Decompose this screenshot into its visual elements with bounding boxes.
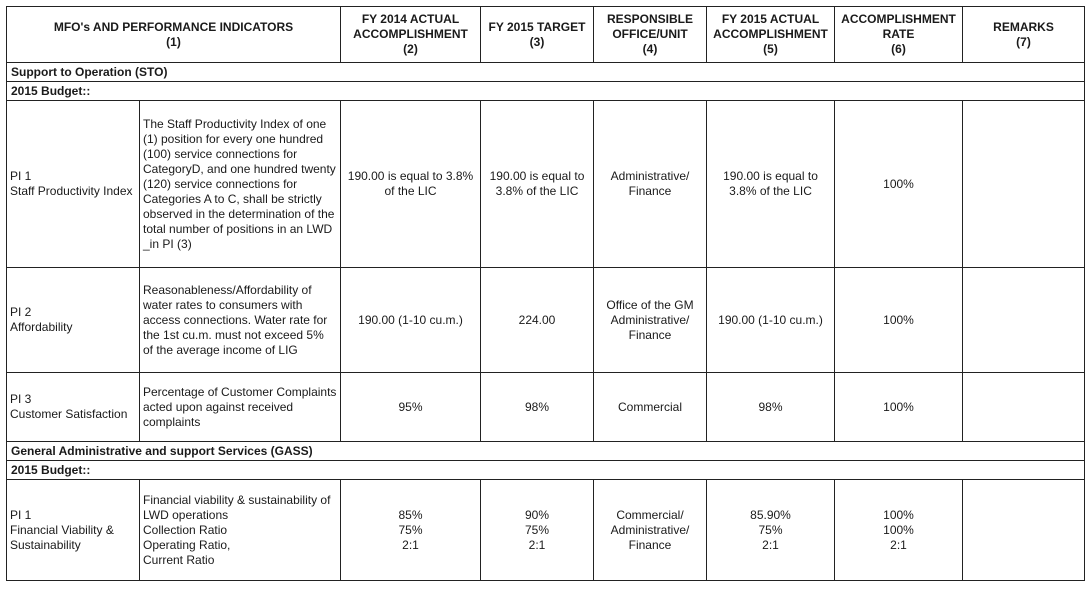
target-line: 98% [524,399,550,414]
remarks-cell [963,101,1085,268]
fy2014-line: of the LIC [384,184,437,198]
fy2014-line: 95% [398,399,423,414]
fy2015-cell [707,101,835,268]
target-cell [481,373,594,442]
header-cell: FY 2015 TARGET (3) [481,7,594,63]
budget-label: 2015 Budget:: [7,82,1085,101]
rate-line: 100% [883,522,914,537]
table-row [7,268,1085,373]
description-line: (120) service connections for [143,176,298,191]
fy2015-line: 85.90% [750,507,791,522]
description-line: Collection Ratio [143,522,228,537]
fy2014-cell [341,101,481,268]
header-cell: MFO's AND PERFORMANCE INDICATORS (1) [7,7,341,63]
table-row [7,373,1085,442]
indicator-line: PI 3 [10,392,32,406]
rate-line: 100% [883,399,914,414]
office-cell [594,480,707,581]
rate-line: 100% [883,507,914,522]
budget-label: 2015 Budget:: [7,461,1085,480]
office-line: Finance [628,327,672,342]
indicator-line: Staff Productivity Index [10,184,133,198]
target-line: 190.00 is equal to [489,169,585,183]
description-line: Categories A to C, shall be strictly [143,191,322,206]
target-cell [481,480,594,581]
rate-cell [835,101,963,268]
table-row [7,480,1085,581]
indicator-cell [7,101,140,268]
section-row [7,442,1085,461]
description-line: the 1st cu.m. must not exceed 5% [143,327,324,342]
description-line: total number of positions in an LWD [143,221,333,236]
description-line: _in PI (3) [143,236,192,251]
indicator-line: Customer Satisfaction [10,407,128,421]
office-cell [594,268,707,373]
description-cell [140,268,341,373]
description-line: complaints [143,414,201,429]
target-line: 3.8% of the LIC [495,184,579,198]
indicator-line: PI 1 [10,507,32,522]
remarks-cell [963,480,1085,581]
fy2015-cell [707,480,835,581]
remarks-cell [963,373,1085,442]
indicator-line: PI 1 [10,169,32,183]
description-line: CategoryD, and one hundred twenty [143,161,336,176]
fy2015-line: 2:1 [762,537,779,552]
header-cell: FY 2014 ACTUAL ACCOMPLISHMENT (2) [341,7,481,63]
description-cell [140,373,341,442]
fy2014-cell [341,373,481,442]
description-cell [140,101,341,268]
office-line: Office of the GM [606,297,694,312]
fy2015-line: 3.8% of the LIC [729,184,812,198]
description-line: Financial viability & sustainability of [143,492,331,507]
target-line: 75% [524,522,550,537]
fy2014-cell [341,480,481,581]
remarks-cell [963,268,1085,373]
budget-row [7,82,1085,101]
header-cell: FY 2015 ACTUAL ACCOMPLISHMENT (5) [707,7,835,63]
fy2014-line: 190.00 is equal to 3.8% [347,169,474,183]
section-title: General Administrative and support Services (GASS) [7,442,1085,461]
description-line: of the average income of LIG [143,342,298,357]
fy2015-line: 190.00 (1-10 cu.m.) [718,312,823,327]
description-line: Current Ratio [143,552,215,567]
section-title: Support to Operation (STO) [7,63,1085,82]
target-line: 2:1 [528,537,546,552]
description-line: Operating Ratio, [143,537,231,552]
description-cell [140,480,341,581]
performance-report [6,6,1085,581]
indicator-line: Financial Viability & [10,522,114,537]
office-cell [594,373,707,442]
rate-line: 2:1 [890,537,907,552]
section-row [7,63,1085,82]
target-cell [481,101,594,268]
fy2015-cell [707,373,835,442]
description-line: The Staff Productivity Index of one [143,116,327,131]
header-cell: RESPONSIBLE OFFICE/UNIT (4) [594,7,707,63]
fy2015-line: 190.00 is equal to [723,169,818,183]
rate-cell [835,268,963,373]
description-line: Percentage of Customer Complaints [143,384,337,399]
fy2014-line: 75% [398,522,423,537]
indicator-cell [7,268,140,373]
fy2015-cell [707,268,835,373]
fy2014-line: 2:1 [402,537,419,552]
fy2015-line: 75% [758,522,783,537]
office-line: Finance [628,537,672,552]
header-row [7,7,1085,63]
fy2014-line: 190.00 (1-10 cu.m.) [358,312,463,327]
budget-row [7,461,1085,480]
indicator-cell [7,373,140,442]
fy2015-line: 98% [758,399,783,414]
description-line: water rates to consumers with [143,297,303,312]
office-line: Administrative/ [610,522,690,537]
performance-table [6,6,1085,581]
description-line: (100) service connections for [143,146,298,161]
office-cell [594,101,707,268]
rate-line: 100% [883,176,914,191]
description-line: (1) position for every one hundred [143,131,324,146]
indicator-line: Sustainability [10,537,81,552]
office-line: Commercial/ [616,507,684,522]
rate-cell [835,373,963,442]
header-cell: ACCOMPLISHMENT RATE (6) [835,7,963,63]
indicator-cell [7,480,140,581]
office-line: Commercial [617,399,682,414]
fy2014-line: 85% [398,507,423,522]
target-cell [481,268,594,373]
office-line: Finance [628,184,672,198]
target-line: 224.00 [518,312,556,327]
office-line: Administrative/ [610,169,690,183]
rate-line: 100% [883,312,914,327]
description-line: LWD operations [143,507,229,522]
indicator-line: Affordability [10,320,73,334]
rate-cell [835,480,963,581]
description-line: acted upon against received [143,399,294,414]
description-line: Reasonableness/Affordability of [143,282,312,297]
description-line: observed in the determination of the [143,206,335,221]
indicator-line: PI 2 [10,305,32,319]
office-line: Administrative/ [610,312,690,327]
target-line: 90% [524,507,550,522]
header-cell: REMARKS (7) [963,7,1085,63]
description-line: access connections. Water rate for [143,312,328,327]
table-row [7,101,1085,268]
fy2014-cell [341,268,481,373]
